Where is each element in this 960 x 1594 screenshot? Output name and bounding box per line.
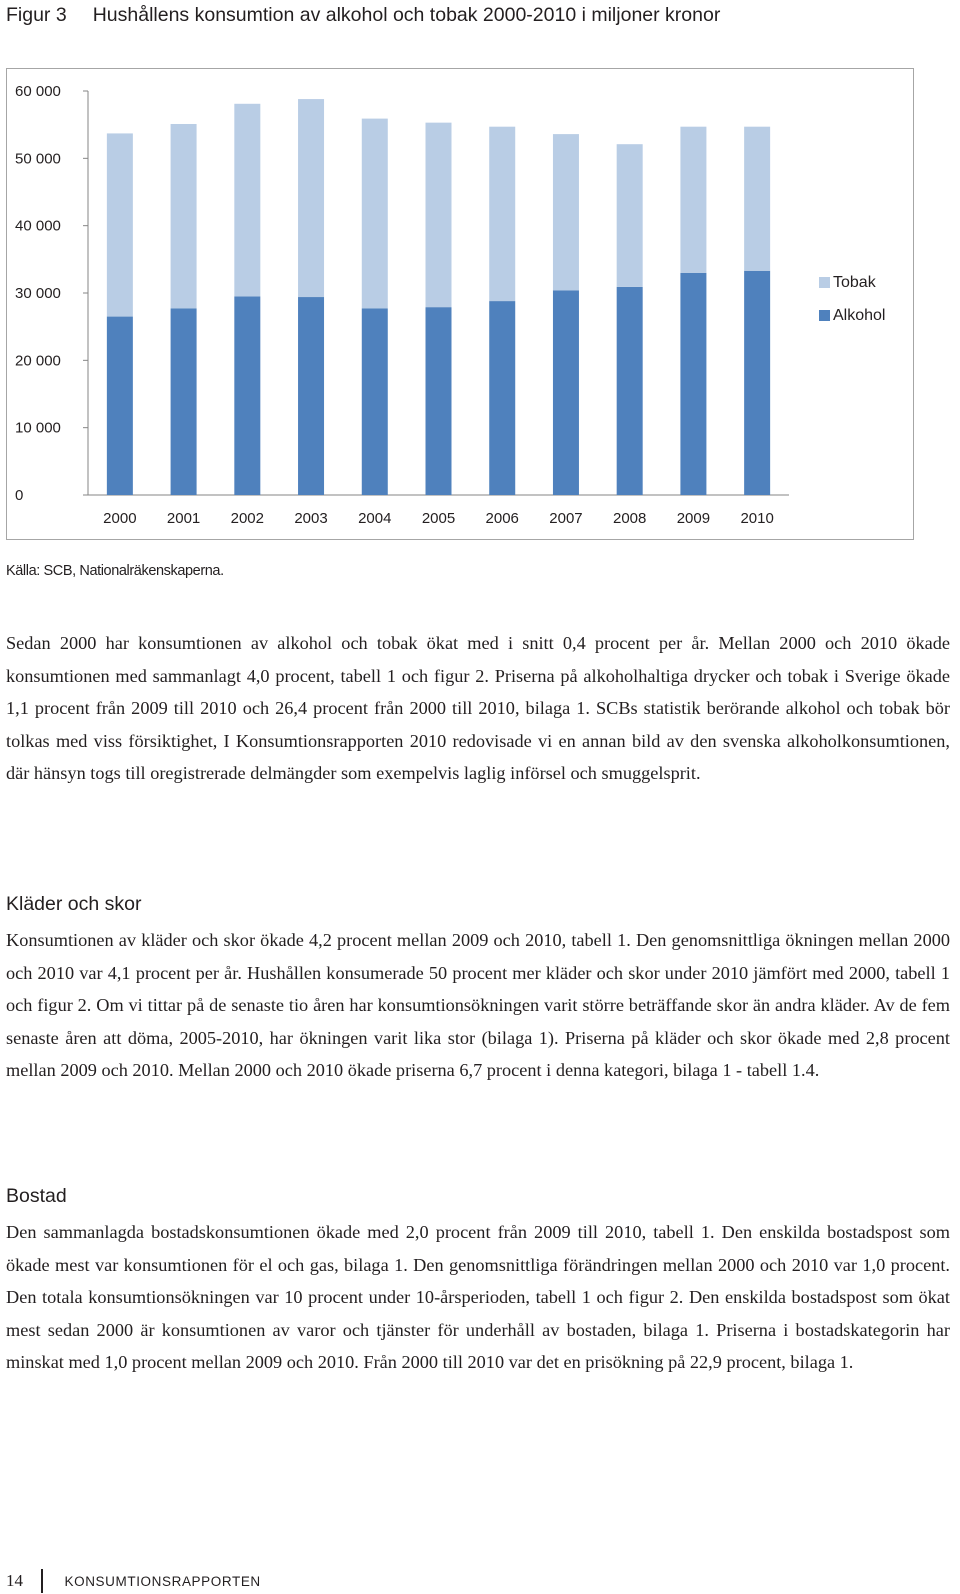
y-tick-label: 40 000 xyxy=(15,217,61,235)
bar-tobak-2007 xyxy=(553,134,579,290)
bar-tobak-2000 xyxy=(107,133,133,316)
y-tick-label: 10 000 xyxy=(15,419,61,437)
bar-alkohol-2001 xyxy=(171,308,197,495)
page-footer xyxy=(6,1568,261,1594)
footer-divider xyxy=(41,1569,43,1593)
paragraph-klader-skor: Konsumtionen av kläder och skor ökade 4,2 procent mellan 2009 och 2010, tabell 1. Den genomsnittliga ökningen mellan 2000 och 2010 var 4,1 procent per år. Hushållen konsumerade 50 procent mer kläder och skor under 2010 jämfört med 2000, tabell 1 och figur 2. Om vi tittar på de senaste tio åren har konsumtionsökningen varit större beträffande skor än andra kläder. Av de fem senaste åren att döma, 2005-2010, har ökningen varit lika stor (bilaga 1). Priserna på kläder och skor ökade med 2,8 procent mellan 2009 och 2010. Mellan 2000 och 2010 ökade priserna 6,7 procent i denna kategori, bilaga 1 - tabell 1.4. xyxy=(6,930,950,1080)
figure-title: Hushållens konsumtion av alkohol och tobak 2000-2010 i miljoner kronor xyxy=(92,3,721,26)
x-tick-label: 2001 xyxy=(166,510,201,527)
bar-alkohol-2008 xyxy=(617,287,643,495)
legend-swatch-tobak xyxy=(819,277,830,288)
x-tick-label: 2000 xyxy=(103,510,137,527)
legend-label-tobak: Tobak xyxy=(833,274,876,291)
heading-klader-skor: Kläder och skor xyxy=(6,893,142,915)
x-tick-label: 2005 xyxy=(421,510,456,527)
bar-alkohol-2009 xyxy=(680,273,706,495)
bar-alkohol-2003 xyxy=(298,297,324,495)
bar-alkohol-2007 xyxy=(553,290,579,495)
footer-title: KONSUMTIONSRAPPORTEN xyxy=(64,1573,261,1589)
paragraph-bostad: Den sammanlagda bostadskonsumtionen ökade med 2,0 procent från 2009 till 2010, tabell 1. Den enskilda bostadspost som ökade mest var konsumtionen för el och gas, bilaga 1. Den genomsnittliga förändringen mellan 2000 och 2010 var 1,0 procent. Den totala konsumtionsökningen var 10 procent under 10-årsperioden, tabell 1 och figur 2. Den enskilda bostadspost som ökat mest sedan 2000 är konsumtionen av varor och tjänster för underhåll av bostaden, bilaga 1. Priserna i bostadskategorin har minskat med 1,0 procent mellan 2009 och 2010. Från 2000 till 2010 var det en prisökning på 22,9 procent, bilaga 1. xyxy=(6,1222,950,1372)
y-tick-label: 60 000 xyxy=(15,83,61,100)
x-tick-label: 2007 xyxy=(549,510,583,527)
x-tick-label: 2003 xyxy=(294,510,328,527)
chart-container xyxy=(6,68,914,540)
figure-source: Källa: SCB, Nationalräkenskaperna. xyxy=(6,563,224,579)
x-tick-label: 2004 xyxy=(358,510,392,527)
bar-alkohol-2005 xyxy=(426,307,452,495)
figure-header xyxy=(6,0,720,30)
bar-tobak-2003 xyxy=(298,99,324,297)
bar-alkohol-2006 xyxy=(489,301,515,495)
y-tick-label: 20 000 xyxy=(15,352,61,370)
x-tick-label: 2008 xyxy=(612,510,647,527)
heading-bostad: Bostad xyxy=(6,1185,67,1207)
y-tick-label: 30 000 xyxy=(15,285,61,302)
bar-alkohol-2000 xyxy=(107,317,133,495)
y-tick-label: 0 xyxy=(15,487,24,504)
bar-tobak-2005 xyxy=(426,123,452,307)
bar-tobak-2010 xyxy=(744,127,770,271)
legend-swatch-alkohol xyxy=(819,310,830,321)
paragraph-alkohol-tobak: Sedan 2000 har konsumtionen av alkohol och tobak ökat med i snitt 0,4 procent per år. Mellan 2000 och 2010 ökade konsumtionen med sammanlagt 4,0 procent, tabell 1 och figur 2. Priserna på alkoholhaltiga drycker och tobak i Sverige ökade 1,1 procent från 2009 till 2010 och 26,4 procent från 2000 till 2010, bilaga 1. SCBs statistik berörande alkohol och tobak bör tolkas med viss försiktighet, I Konsumtionsrapporten 2010 redovisade vi en annan bild av den svenska alkoholkonsumtionen, där hänsyn togs till oregistrerade delmängder som exempelvis laglig införsel och smuggelsprit. xyxy=(6,633,950,783)
bar-alkohol-2010 xyxy=(744,271,770,495)
bar-tobak-2008 xyxy=(617,144,643,287)
x-tick-label: 2009 xyxy=(676,510,711,527)
bar-tobak-2002 xyxy=(234,104,260,297)
y-tick-label: 50 000 xyxy=(15,150,61,168)
bar-alkohol-2004 xyxy=(362,308,388,495)
bar-alkohol-2002 xyxy=(234,296,260,495)
x-tick-label: 2010 xyxy=(740,510,774,527)
bar-tobak-2004 xyxy=(362,119,388,309)
figure-label: Figur 3 xyxy=(6,3,67,26)
bar-tobak-2001 xyxy=(171,124,197,308)
stacked-bar-chart xyxy=(7,69,915,541)
x-tick-label: 2006 xyxy=(485,510,519,527)
bar-tobak-2009 xyxy=(680,127,706,273)
bar-tobak-2006 xyxy=(489,127,515,301)
page-number: 14 xyxy=(6,1571,23,1590)
legend-label-alkohol: Alkohol xyxy=(833,307,886,324)
x-tick-label: 2002 xyxy=(230,510,265,527)
